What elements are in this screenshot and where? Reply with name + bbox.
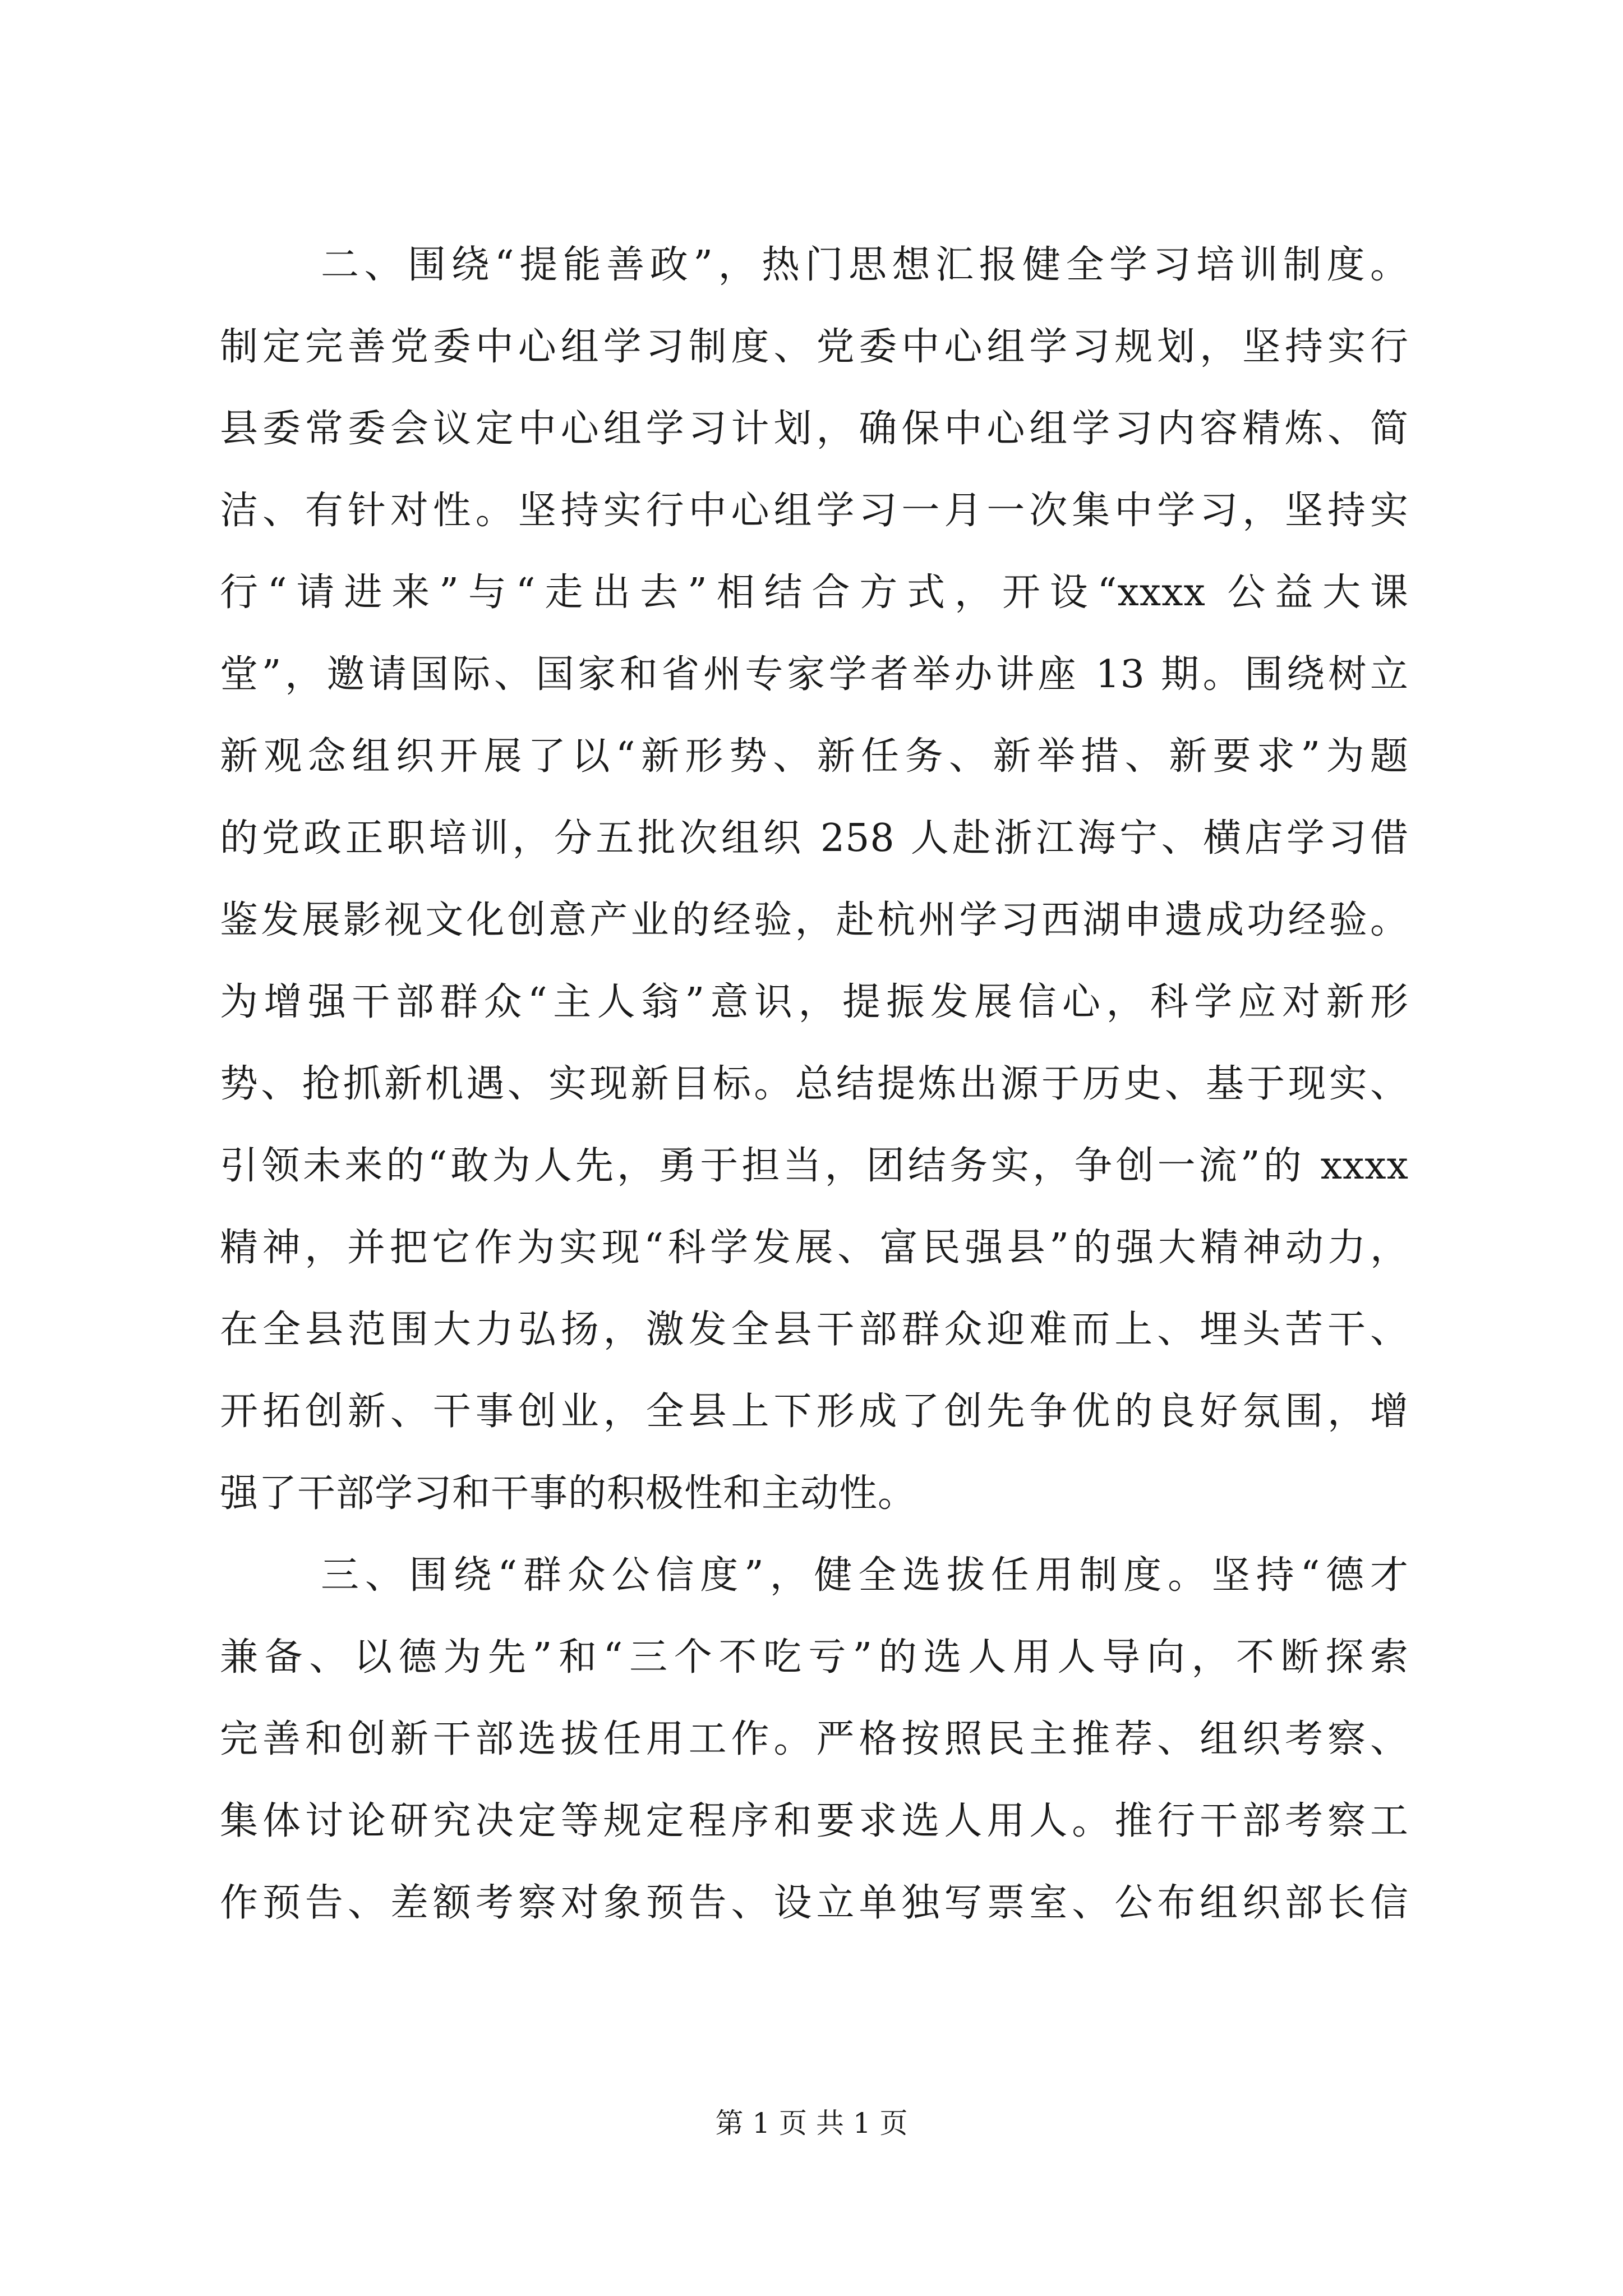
- paragraph-2-line-15: 开拓创新、干事创业，全县上下形成了创先争优的良好氛围，增: [220, 1389, 1409, 1434]
- paragraph-2-line-2: 制定完善党委中心组学习制度、党委中心组学习规划，坚持实行: [220, 325, 1409, 369]
- paragraph-3-line-3: 完善和创新干部选拔任用工作。严格按照民主推荐、组织考察、: [220, 1717, 1409, 1761]
- paragraph-3-line-1: 三、围绕“群众公信度”，健全选拔任用制度。坚持“德才: [321, 1553, 1409, 1598]
- document-body: [220, 224, 1409, 1944]
- paragraph-2-line-9: 鉴发展影视文化创意产业的经验，赴杭州学习西湖申遗成功经验。: [220, 898, 1409, 942]
- paragraph-2-line-8: 的党政正职培训，分五批次组织 258 人赴浙江海宁、横店学习借: [220, 816, 1409, 861]
- paragraph-2-line-16: 强了干部学习和干事的积极性和主动性。: [220, 1471, 917, 1516]
- paragraph-2-line-10: 为增强干部群众“主人翁”意识，提振发展信心，科学应对新形: [220, 980, 1409, 1024]
- paragraph-2-line-4: 洁、有针对性。坚持实行中心组学习一月一次集中学习，坚持实: [220, 489, 1409, 533]
- paragraph-2-line-7: 新观念组织开展了以“新形势、新任务、新举措、新要求”为题: [220, 734, 1409, 779]
- paragraph-2-line-11: 势、抢抓新机遇、实现新目标。总结提炼出源于历史、基于现实、: [220, 1062, 1409, 1106]
- paragraph-2-line-12: 引领未来的“敢为人先，勇于担当，团结务实，争创一流”的 xxxx: [220, 1144, 1409, 1188]
- paragraph-2-line-13: 精神，并把它作为实现“科学发展、富民强县”的强大精神动力，: [220, 1226, 1409, 1270]
- paragraph-3-line-4: 集体讨论研究决定等规定程序和要求选人用人。推行干部考察工: [220, 1799, 1409, 1843]
- paragraph-2-line-1: 二、围绕“提能善政”，热门思想汇报健全学习培训制度。: [321, 243, 1409, 287]
- paragraph-2-line-3: 县委常委会议定中心组学习计划，确保中心组学习内容精炼、简: [220, 407, 1409, 451]
- paragraph-2-line-5: 行“请进来”与“走出去”相结合方式，开设“xxxx 公益大课: [220, 570, 1409, 615]
- paragraph-2-line-14: 在全县范围大力弘扬，激发全县干部群众迎难而上、埋头苦干、: [220, 1308, 1409, 1352]
- paragraph-3-line-5: 作预告、差额考察对象预告、设立单独写票室、公布组织部长信: [220, 1881, 1409, 1925]
- page-number-footer: 第 1 页 共 1 页: [715, 2107, 908, 2139]
- paragraph-3-line-2: 兼备、以德为先”和“三个不吃亏”的选人用人导向，不断探索: [220, 1635, 1409, 1680]
- paragraph-2-line-6: 堂”，邀请国际、国家和省州专家学者举办讲座 13 期。围绕树立: [220, 652, 1409, 697]
